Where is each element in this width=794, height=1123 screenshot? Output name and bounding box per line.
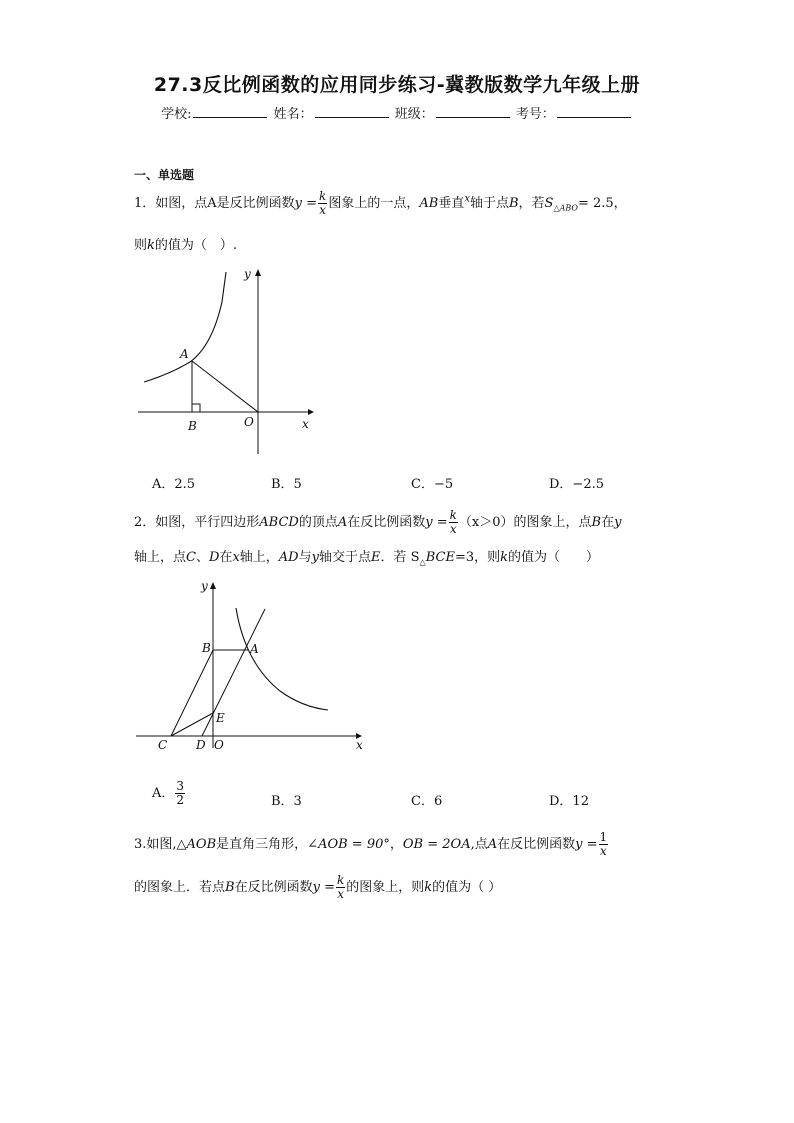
q2-label-b: B — [202, 641, 211, 655]
class-label: 班级： — [394, 107, 434, 122]
q1-right-angle — [192, 404, 200, 412]
q1-label-o: O — [244, 415, 254, 429]
q2-label-y: y — [201, 579, 208, 593]
q1-choice-b[interactable]: B．5 — [271, 477, 302, 492]
q2-choice-a-fraction: $\frac{3}{2}$ — [176, 779, 185, 807]
class-blank[interactable] — [436, 105, 510, 118]
q1-figure — [130, 262, 320, 462]
q1-choice-a[interactable]: A．2.5 — [152, 477, 196, 492]
q2-choice-d[interactable]: D．12 — [549, 794, 589, 809]
q2-hyperbola — [236, 608, 328, 710]
q3-fraction-2: $\frac{k}{x}$ — [336, 873, 345, 901]
q2-line1: 2．如图，平行四边形ABCD的顶点A在反比例函数y = $\frac{k}{x}$ （x＞0）的图象上，点B在y — [134, 508, 622, 536]
q1-y-arrow — [255, 269, 261, 276]
page-title: 27.3反比例函数的应用同步练习-冀教版数学九年级上册 — [153, 74, 641, 96]
q2-choice-a[interactable]: A． $\frac{3}{2}$ — [152, 779, 185, 807]
q2-label-e: E — [216, 711, 225, 725]
q2-figure — [130, 573, 370, 753]
q1-segment-ao — [192, 361, 258, 412]
q2-choice-b[interactable]: B．3 — [271, 794, 302, 809]
q2-label-c: C — [158, 738, 168, 752]
q2-choice-c[interactable]: C．6 — [411, 794, 443, 809]
q2-segment-bc — [171, 650, 213, 736]
exam-blank[interactable] — [557, 105, 631, 118]
q2-line2: 轴上，点C、D在x轴上，AD与y轴交于点E．若 $S_\triangle BCE=3$，则k的值为（ ） — [134, 550, 600, 567]
q1-choice-c[interactable]: C．−5 — [411, 477, 454, 492]
q1-label-a: A — [180, 347, 189, 361]
q3-fraction-1: $\frac{1}{x}$ — [599, 830, 608, 858]
q1-x-arrow — [308, 409, 314, 415]
q1-choice-d[interactable]: D．−2.5 — [549, 477, 604, 492]
q3-line1: 3.如图,△AOB是直角三角形，∠AOB = 90°，OB = 2OA,点A在反比例函数y = $\frac{1}{x}$ — [134, 830, 608, 858]
q1-fraction: $\frac{k}{x}$ — [319, 189, 327, 217]
q2-label-d: D — [196, 738, 206, 752]
q2-segment-ce — [171, 713, 213, 736]
exam-label: 考号： — [515, 107, 555, 122]
q2-label-o: O — [214, 738, 224, 752]
school-blank[interactable] — [193, 105, 267, 118]
q1-label-x: x — [302, 417, 309, 431]
q2-line-ad — [202, 609, 265, 736]
q1-label-b: B — [188, 419, 197, 433]
q1-line1: 1．如图，点A是反比例函数y = $\frac{k}{x}$ 图象上的一点，AB垂直$^x$轴于点B，若$S_{\triangle ABO}= 2.5$， — [134, 189, 627, 217]
q1-label-y: y — [244, 267, 251, 281]
q3-line2: 的图象上．若点B在反比例函数y = $\frac{k}{x}$ 的图象上，则k的值为（ ） — [134, 873, 502, 901]
school-label: 学校: — [161, 107, 192, 122]
name-blank[interactable] — [315, 105, 389, 118]
student-info-row — [0, 103, 794, 122]
q2-label-a: A — [250, 642, 259, 656]
name-label: 姓名： — [273, 107, 313, 122]
q1-hyperbola — [144, 272, 226, 382]
section-title: 一、单选题 — [134, 168, 195, 182]
q1-line2: 则k的值为（ ）. — [134, 238, 238, 253]
q2-y-arrow — [210, 582, 216, 589]
q2-fraction: $\frac{k}{x}$ — [449, 508, 457, 536]
q2-label-x: x — [356, 738, 363, 752]
